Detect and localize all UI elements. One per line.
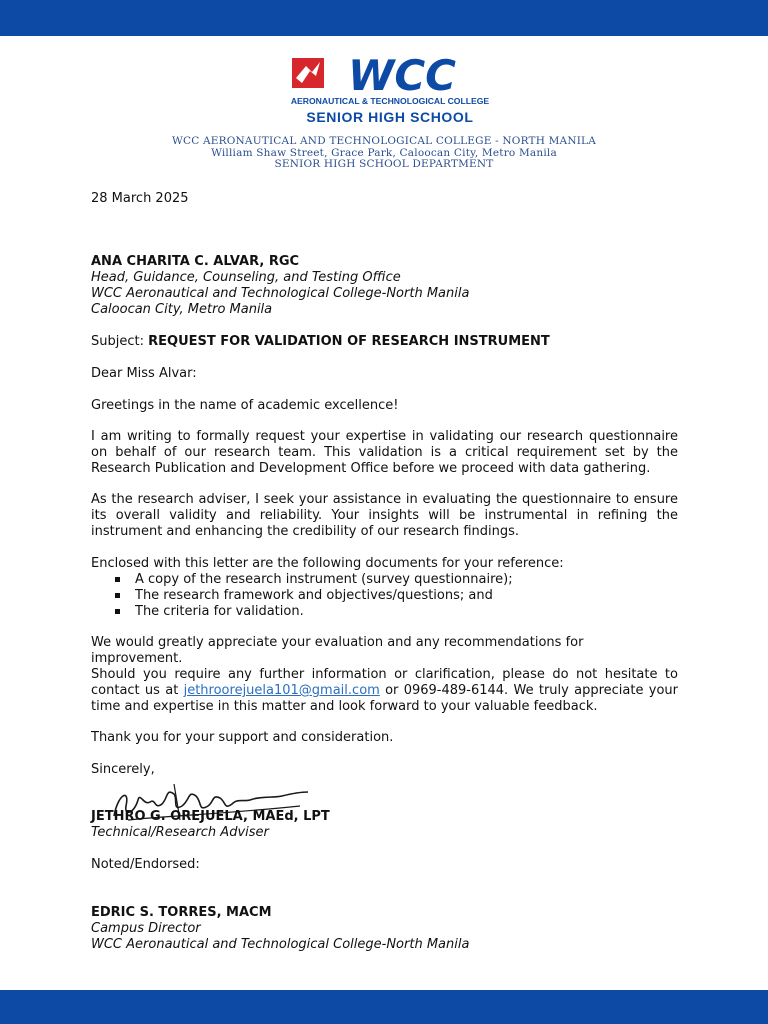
subject-label: Subject: [91, 334, 149, 349]
salutation: Dear Miss Alvar: [91, 366, 197, 381]
list-item: The research framework and objectives/questions; and [112, 588, 672, 604]
body-paragraph-1: I am writing to formally request your expertise in validating our research questionnaire on behalf of our research team. This validation is a critical requirement set by the Research Publication and Development Office before we proceed with data gathering. [91, 429, 678, 476]
endorser-name: EDRIC S. TORRES, MACM [91, 905, 272, 920]
bottom-border-band [0, 990, 768, 1024]
endorser-title: Campus Director [91, 921, 201, 936]
subject-line [91, 334, 678, 350]
body-paragraph-2: As the research adviser, I seek your assistance in evaluating the questionnaire to ensure its overall validity and reliability. Your insights will be instrumental in refining the instrument and enhancing the credibility of our research findings. [91, 492, 678, 539]
top-border-band [0, 0, 768, 36]
recipient-block [91, 254, 678, 318]
body-paragraph-4: Should you require any further information or clarification, please do not hesitate to contact us at jethroorejuela101@gmail.com or 0969-489-6144. We truly appreciate your time and expertise in this matter and look forward to your valuable feedback. [91, 667, 678, 714]
closing: Sincerely, [91, 762, 155, 777]
logo-school-label: SENIOR HIGH SCHOOL [306, 109, 474, 125]
logo-wordmark: WCC [348, 56, 456, 100]
endorser-org: WCC Aeronautical and Technological College-North Manila [91, 937, 470, 952]
recipient-name: ANA CHARITA C. ALVAR, RGC [91, 254, 300, 269]
subject-text: REQUEST FOR VALIDATION OF RESEARCH INSTRUMENT [148, 334, 550, 349]
enclosed-intro: Enclosed with this letter are the following documents for your reference: [91, 556, 564, 571]
school-logo [290, 56, 490, 128]
list-item: The criteria for validation. [112, 604, 672, 620]
noted-label: Noted/Endorsed: [91, 857, 200, 872]
letterhead-line-1: WCC AERONAUTICAL AND TECHNOLOGICAL COLLEGE - NORTH MANILA [171, 135, 597, 147]
enclosure-list [112, 572, 672, 620]
endorser-block [91, 905, 678, 953]
logo-college-name: AERONAUTICAL & TECHNOLOGICAL COLLEGE [290, 96, 490, 106]
body-paragraph-3: We would greatly appreciate your evaluation and any recommendations for improvement. [91, 635, 584, 666]
bullet-icon [115, 577, 120, 582]
list-item: A copy of the research instrument (survey questionnaire); [112, 572, 672, 588]
letterhead-address [0, 136, 768, 171]
letterhead-line-3: SENIOR HIGH SCHOOL DEPARTMENT [274, 158, 494, 170]
recipient-org: WCC Aeronautical and Technological College-North Manila [91, 286, 470, 301]
sender-name: JETHRO G. OREJUELA, MAEd, LPT [91, 809, 330, 824]
email-link[interactable]: jethroorejuela101@gmail.com [183, 683, 380, 698]
greeting-paragraph: Greetings in the name of academic excellence! [91, 398, 399, 413]
sender-block [91, 809, 678, 841]
bullet-icon [115, 609, 120, 614]
bullet-icon [115, 593, 120, 598]
letterhead-line-2: William Shaw Street, Grace Park, Caloocan City, Metro Manila [211, 146, 557, 159]
letter-date: 28 March 2025 [91, 191, 189, 206]
thanks-line: Thank you for your support and consideration. [91, 730, 394, 745]
recipient-location: Caloocan City, Metro Manila [91, 302, 273, 317]
recipient-title: Head, Guidance, Counseling, and Testing Office [91, 270, 401, 285]
sender-title: Technical/Research Adviser [91, 825, 269, 840]
